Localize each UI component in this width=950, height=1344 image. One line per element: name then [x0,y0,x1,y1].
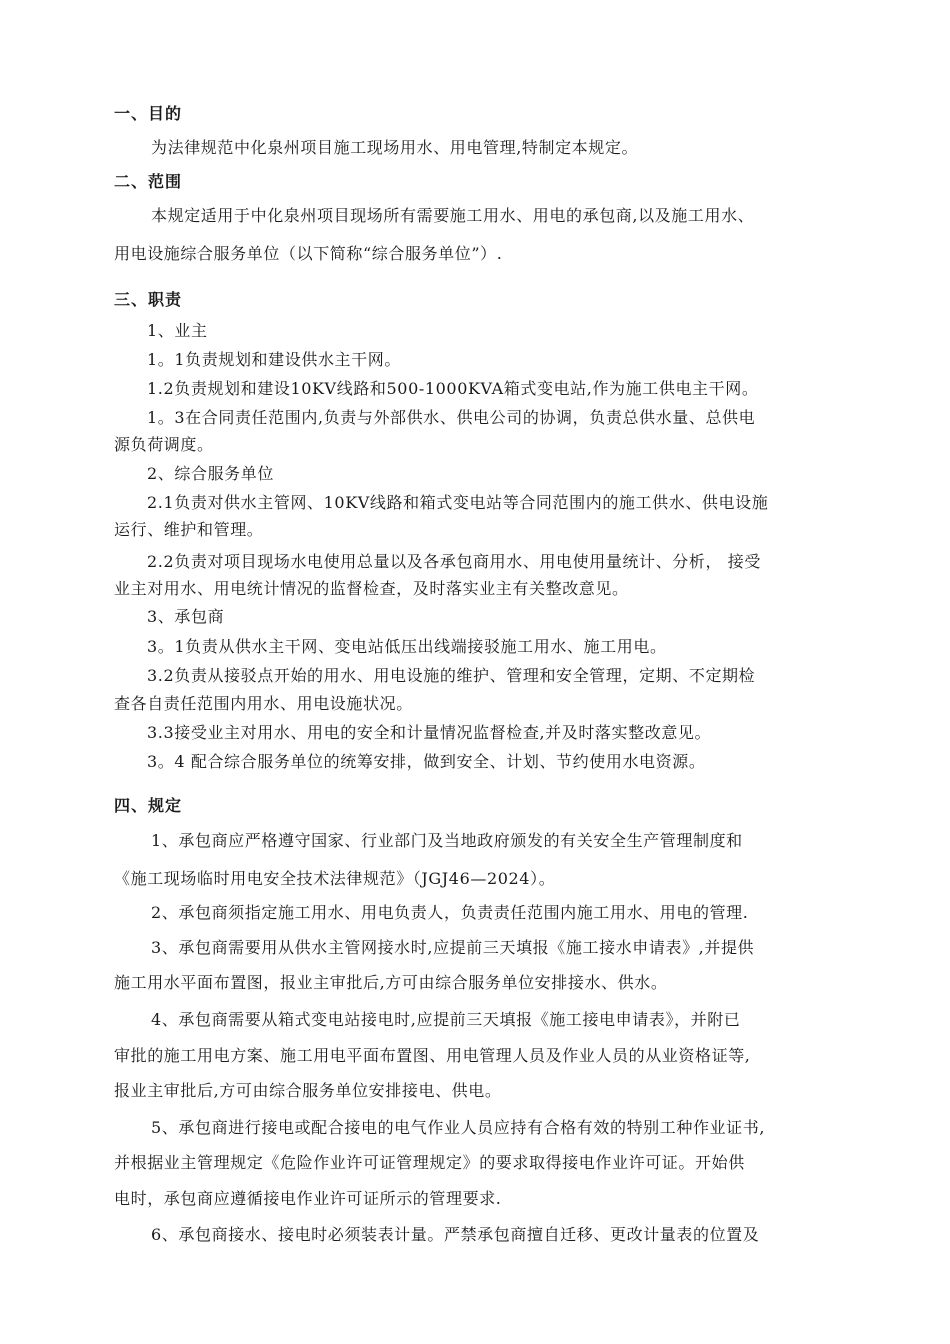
item-3-3: 3.3接受业主对用水、用电的安全和计量情况监督检查,并及时落实整改意见。 [147,723,712,742]
section-heading-purpose: 一、目的 [114,104,183,123]
rule-1-line-2: 《施工现场临时用电安全技术法律规范》（JGJ46—2024）。 [114,869,556,888]
rule-4-line-2: 审批的施工用电方案、施工用电平面布置图、用电管理人员及作业人员的从业资格证等, [114,1046,751,1065]
rule-2: 2、承包商须指定施工用水、用电负责人，负责责任范围内施工用水、用电的管理. [151,903,749,922]
subheading-service-unit: 2、综合服务单位 [147,464,274,483]
rule-5-line-3: 电时，承包商应遵循接电作业许可证所示的管理要求. [114,1189,502,1208]
rule-6-line-1: 6、承包商接水、接电时必须装表计量。严禁承包商擅自迁移、更改计量表的位置及 [151,1225,760,1244]
section-heading-duties: 三、职责 [114,290,183,309]
rule-3-line-2: 施工用水平面布置图，报业主审批后,方可由综合服务单位安排接水、供水。 [114,973,668,992]
item-2-2-line-1: 2.2负责对项目现场水电使用总量以及各承包商用水、用电使用量统计、分析， 接受 [147,552,761,571]
item-3-4: 3。4 配合综合服务单位的统筹安排，做到安全、计划、节约使用水电资源。 [147,752,706,771]
rule-5-line-1: 5、承包商进行接电或配合接电的电气作业人员应持有合格有效的特别工种作业证书, [151,1118,766,1137]
item-1-2: 1.2负责规划和建设10KV线路和500-1000KVA箱式变电站,作为施工供电主干网。 [147,379,759,398]
section-heading-scope: 二、范围 [114,172,183,191]
rule-5-line-2: 并根据业主管理规定《危险作业许可证管理规定》的要求取得接电作业许可证。开始供 [114,1153,745,1172]
item-2-1-line-2: 运行、维护和管理。 [114,520,264,539]
rule-4-line-1: 4、承包商需要从箱式变电站接电时,应提前三天填报《施工接电申请表》，并附已 [151,1010,741,1029]
paragraph-scope-line-2: 用电设施综合服务单位（以下简称“综合服务单位”）. [114,244,503,263]
paragraph-scope-line-1: 本规定适用于中化泉州项目现场所有需要施工用水、用电的承包商,以及施工用水、 [151,206,755,225]
paragraph-purpose: 为法律规范中化泉州项目施工现场用水、用电管理,特制定本规定。 [151,138,639,157]
item-2-2-line-2: 业主对用水、用电统计情况的监督检查，及时落实业主有关整改意见。 [114,579,629,598]
item-3-1: 3。1负责从供水主干网、变电站低压出线端接驳施工用水、施工用电。 [147,637,667,656]
item-2-1-line-1: 2.1负责对供水主管网、10KV线路和箱式变电站等合同范围内的施工供水、供电设施 [147,493,769,512]
rule-4-line-3: 报业主审批后,方可由综合服务单位安排接电、供电。 [114,1081,502,1100]
subheading-owner: 1、业主 [147,321,208,340]
section-heading-regulations: 四、规定 [114,796,183,815]
rule-1-line-1: 1、承包商应严格遵守国家、行业部门及当地政府颁发的有关安全生产管理制度和 [151,831,743,850]
item-1-3-line-1: 1。3在合同责任范围内,负责与外部供水、供电公司的协调，负责总供水量、总供电 [147,408,756,427]
item-3-2-line-2: 查各自责任范围内用水、用电设施状况。 [114,694,413,713]
item-3-2-line-1: 3.2负责从接驳点开始的用水、用电设施的维护、管理和安全管理，定期、不定期检 [147,666,756,685]
item-1-3-line-2: 源负荷调度。 [114,435,214,454]
rule-3-line-1: 3、承包商需要用从供水主管网接水时,应提前三天填报《施工接水申请表》,并提供 [151,938,755,957]
item-1-1: 1。1负责规划和建设供水主干网。 [147,350,401,369]
subheading-contractor: 3、承包商 [147,607,225,626]
